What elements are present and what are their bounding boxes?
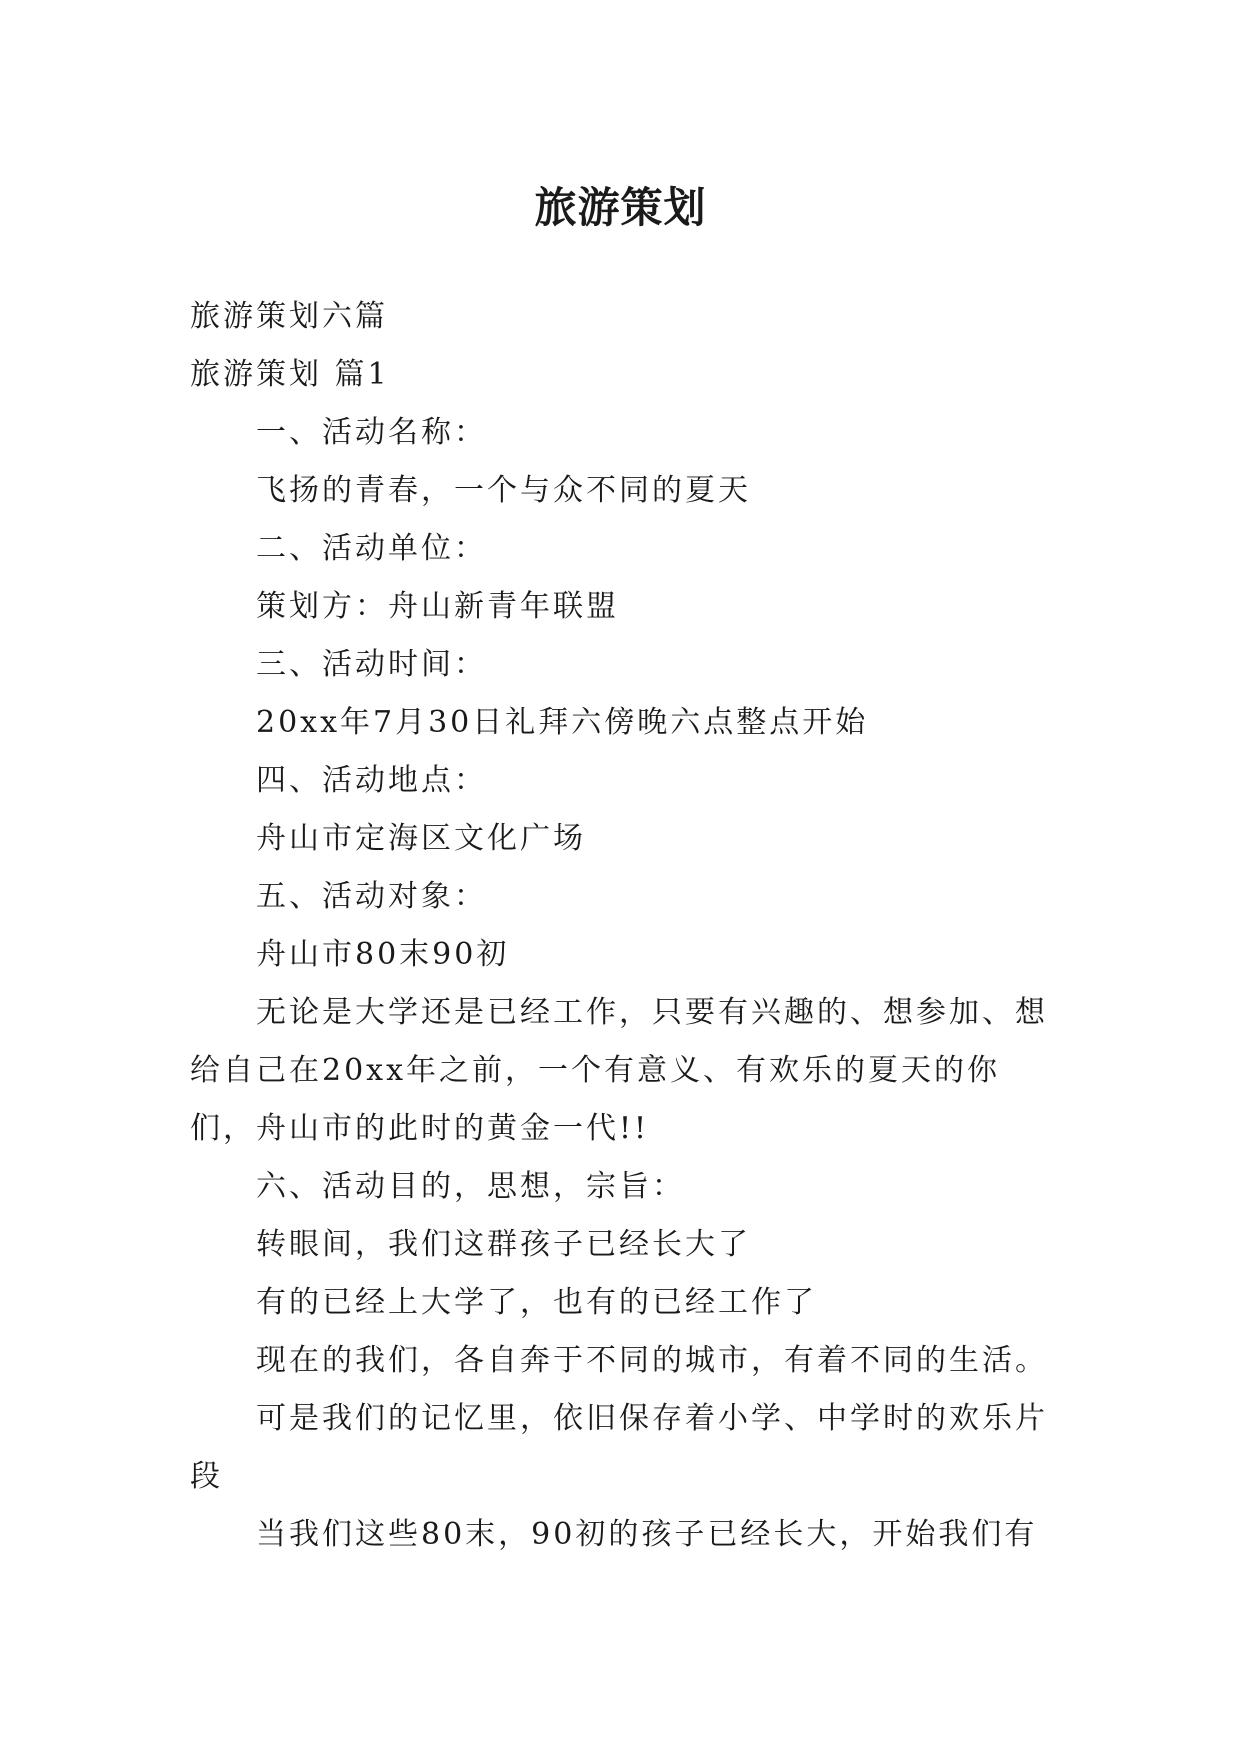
paragraph: 策划方：舟山新青年联盟 (256, 589, 619, 624)
paragraph: 20xx年7月30日礼拜六傍晚六点整点开始 (256, 705, 869, 740)
section-heading: 四、活动地点： (256, 763, 487, 798)
section-heading: 一、活动名称： (256, 415, 487, 450)
paragraph: 舟山市80末90初 (256, 937, 510, 972)
section-heading: 五、活动对象： (256, 879, 487, 914)
paragraph: 无论是大学还是已经工作，只要有兴趣的、想参加、想给自己在20xx年之前，一个有意义、有欢乐的夏天的你们，舟山市的此时的黄金一代!! (190, 995, 1048, 1146)
paragraph: 旅游策划六篇 (190, 299, 388, 334)
section-heading: 二、活动单位： (256, 531, 487, 566)
paragraph: 转眼间，我们这群孩子已经长大了 (256, 1227, 751, 1262)
paragraph: 旅游策划 篇1 (190, 357, 390, 392)
paragraph: 当我们这些80末，90初的孩子已经长大，开始我们有 (256, 1517, 1038, 1552)
document-body (190, 288, 1060, 1564)
paragraph: 有的已经上大学了，也有的已经工作了 (256, 1285, 817, 1320)
paragraph: 现在的我们，各自奔于不同的城市，有着不同的生活。 (256, 1343, 1048, 1378)
section-heading: 六、活动目的，思想，宗旨： (256, 1169, 685, 1204)
paragraph: 飞扬的青春，一个与众不同的夏天 (256, 473, 751, 508)
document-title: 旅游策划 (534, 183, 707, 233)
paragraph: 可是我们的记忆里，依旧保存着小学、中学时的欢乐片段 (190, 1401, 1048, 1494)
paragraph: 舟山市定海区文化广场 (256, 821, 586, 856)
section-heading: 三、活动时间： (256, 647, 487, 682)
